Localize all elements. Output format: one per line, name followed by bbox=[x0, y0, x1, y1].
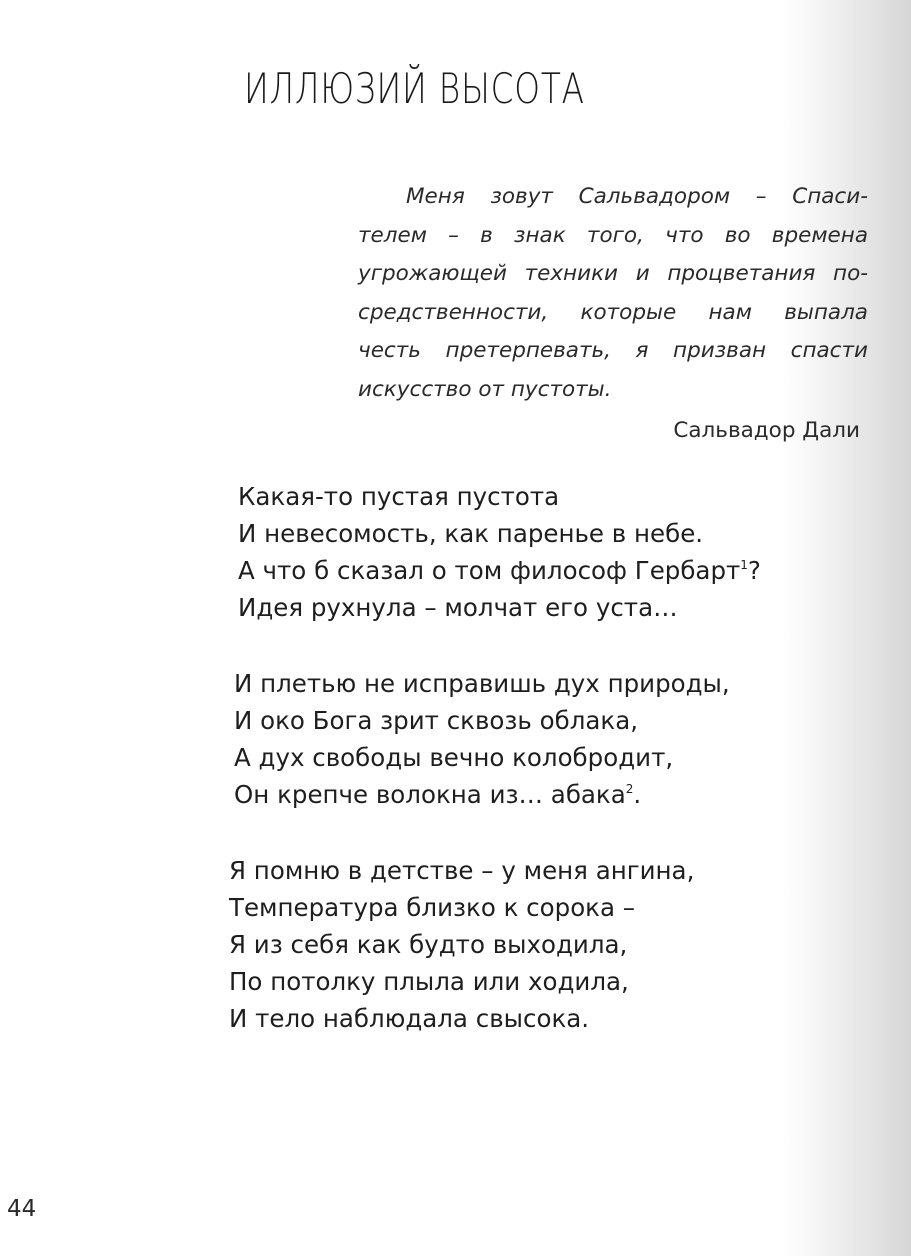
poem-line bbox=[234, 776, 730, 813]
poem-line-punctuation: ? bbox=[747, 556, 761, 585]
epigraph-line: средственности, которые нам выпала bbox=[358, 299, 868, 325]
epigraph-line: искусство от пустоты. bbox=[358, 376, 612, 402]
poem-line: Я из себя как будто выходила, bbox=[229, 930, 628, 959]
poem-stanza-1 bbox=[238, 478, 761, 626]
epigraph-line: честь претерпевать, я призван спасти bbox=[358, 338, 868, 363]
epigraph-line: угрожающей техники и процветания по- bbox=[358, 261, 868, 286]
epigraph-attribution: Сальвадор Дали bbox=[673, 418, 860, 443]
poem-line: И невесомость, как паренье в небе. bbox=[238, 519, 704, 548]
epigraph-line: телем – в знак того, что во времена bbox=[358, 222, 868, 248]
poem-stanza-2 bbox=[234, 665, 730, 813]
poem-line: Температура близко к сорока – bbox=[229, 893, 636, 922]
page-number: 44 bbox=[7, 1196, 37, 1222]
poem-stanza-3 bbox=[229, 852, 694, 1037]
poem-line: Идея рухнула – молчат его уста… bbox=[238, 593, 678, 622]
footnote-marker: 2 bbox=[625, 782, 634, 796]
poem-line: И око Бога зрит сквозь облака, bbox=[234, 706, 639, 735]
poem-line: И тело наблюдала свысока. bbox=[229, 1004, 590, 1033]
epigraph bbox=[358, 178, 868, 409]
poem-line: Я помню в детстве – у меня ангина, bbox=[229, 856, 695, 885]
poem-line-text: Он крепче волокна из… абака bbox=[234, 780, 626, 809]
poem-line: Какая-то пустая пустота bbox=[238, 482, 560, 511]
poem-line bbox=[238, 552, 761, 589]
epigraph-line: Меня зовут Сальвадором – Спаси- bbox=[406, 184, 868, 209]
poem-line-text: А что б сказал о том философ Гербарт bbox=[238, 556, 741, 585]
poem-line: По потолку плыла или ходила, bbox=[229, 967, 629, 996]
footnote-marker: 1 bbox=[740, 558, 748, 572]
poem-title: ИЛЛЮЗИЙ ВЫСОТА bbox=[244, 64, 585, 113]
poem-line-punctuation: . bbox=[633, 780, 642, 809]
poem-line: А дух свободы вечно колобродит, bbox=[234, 743, 674, 772]
poem-line: И плетью не исправишь дух природы, bbox=[234, 669, 730, 698]
